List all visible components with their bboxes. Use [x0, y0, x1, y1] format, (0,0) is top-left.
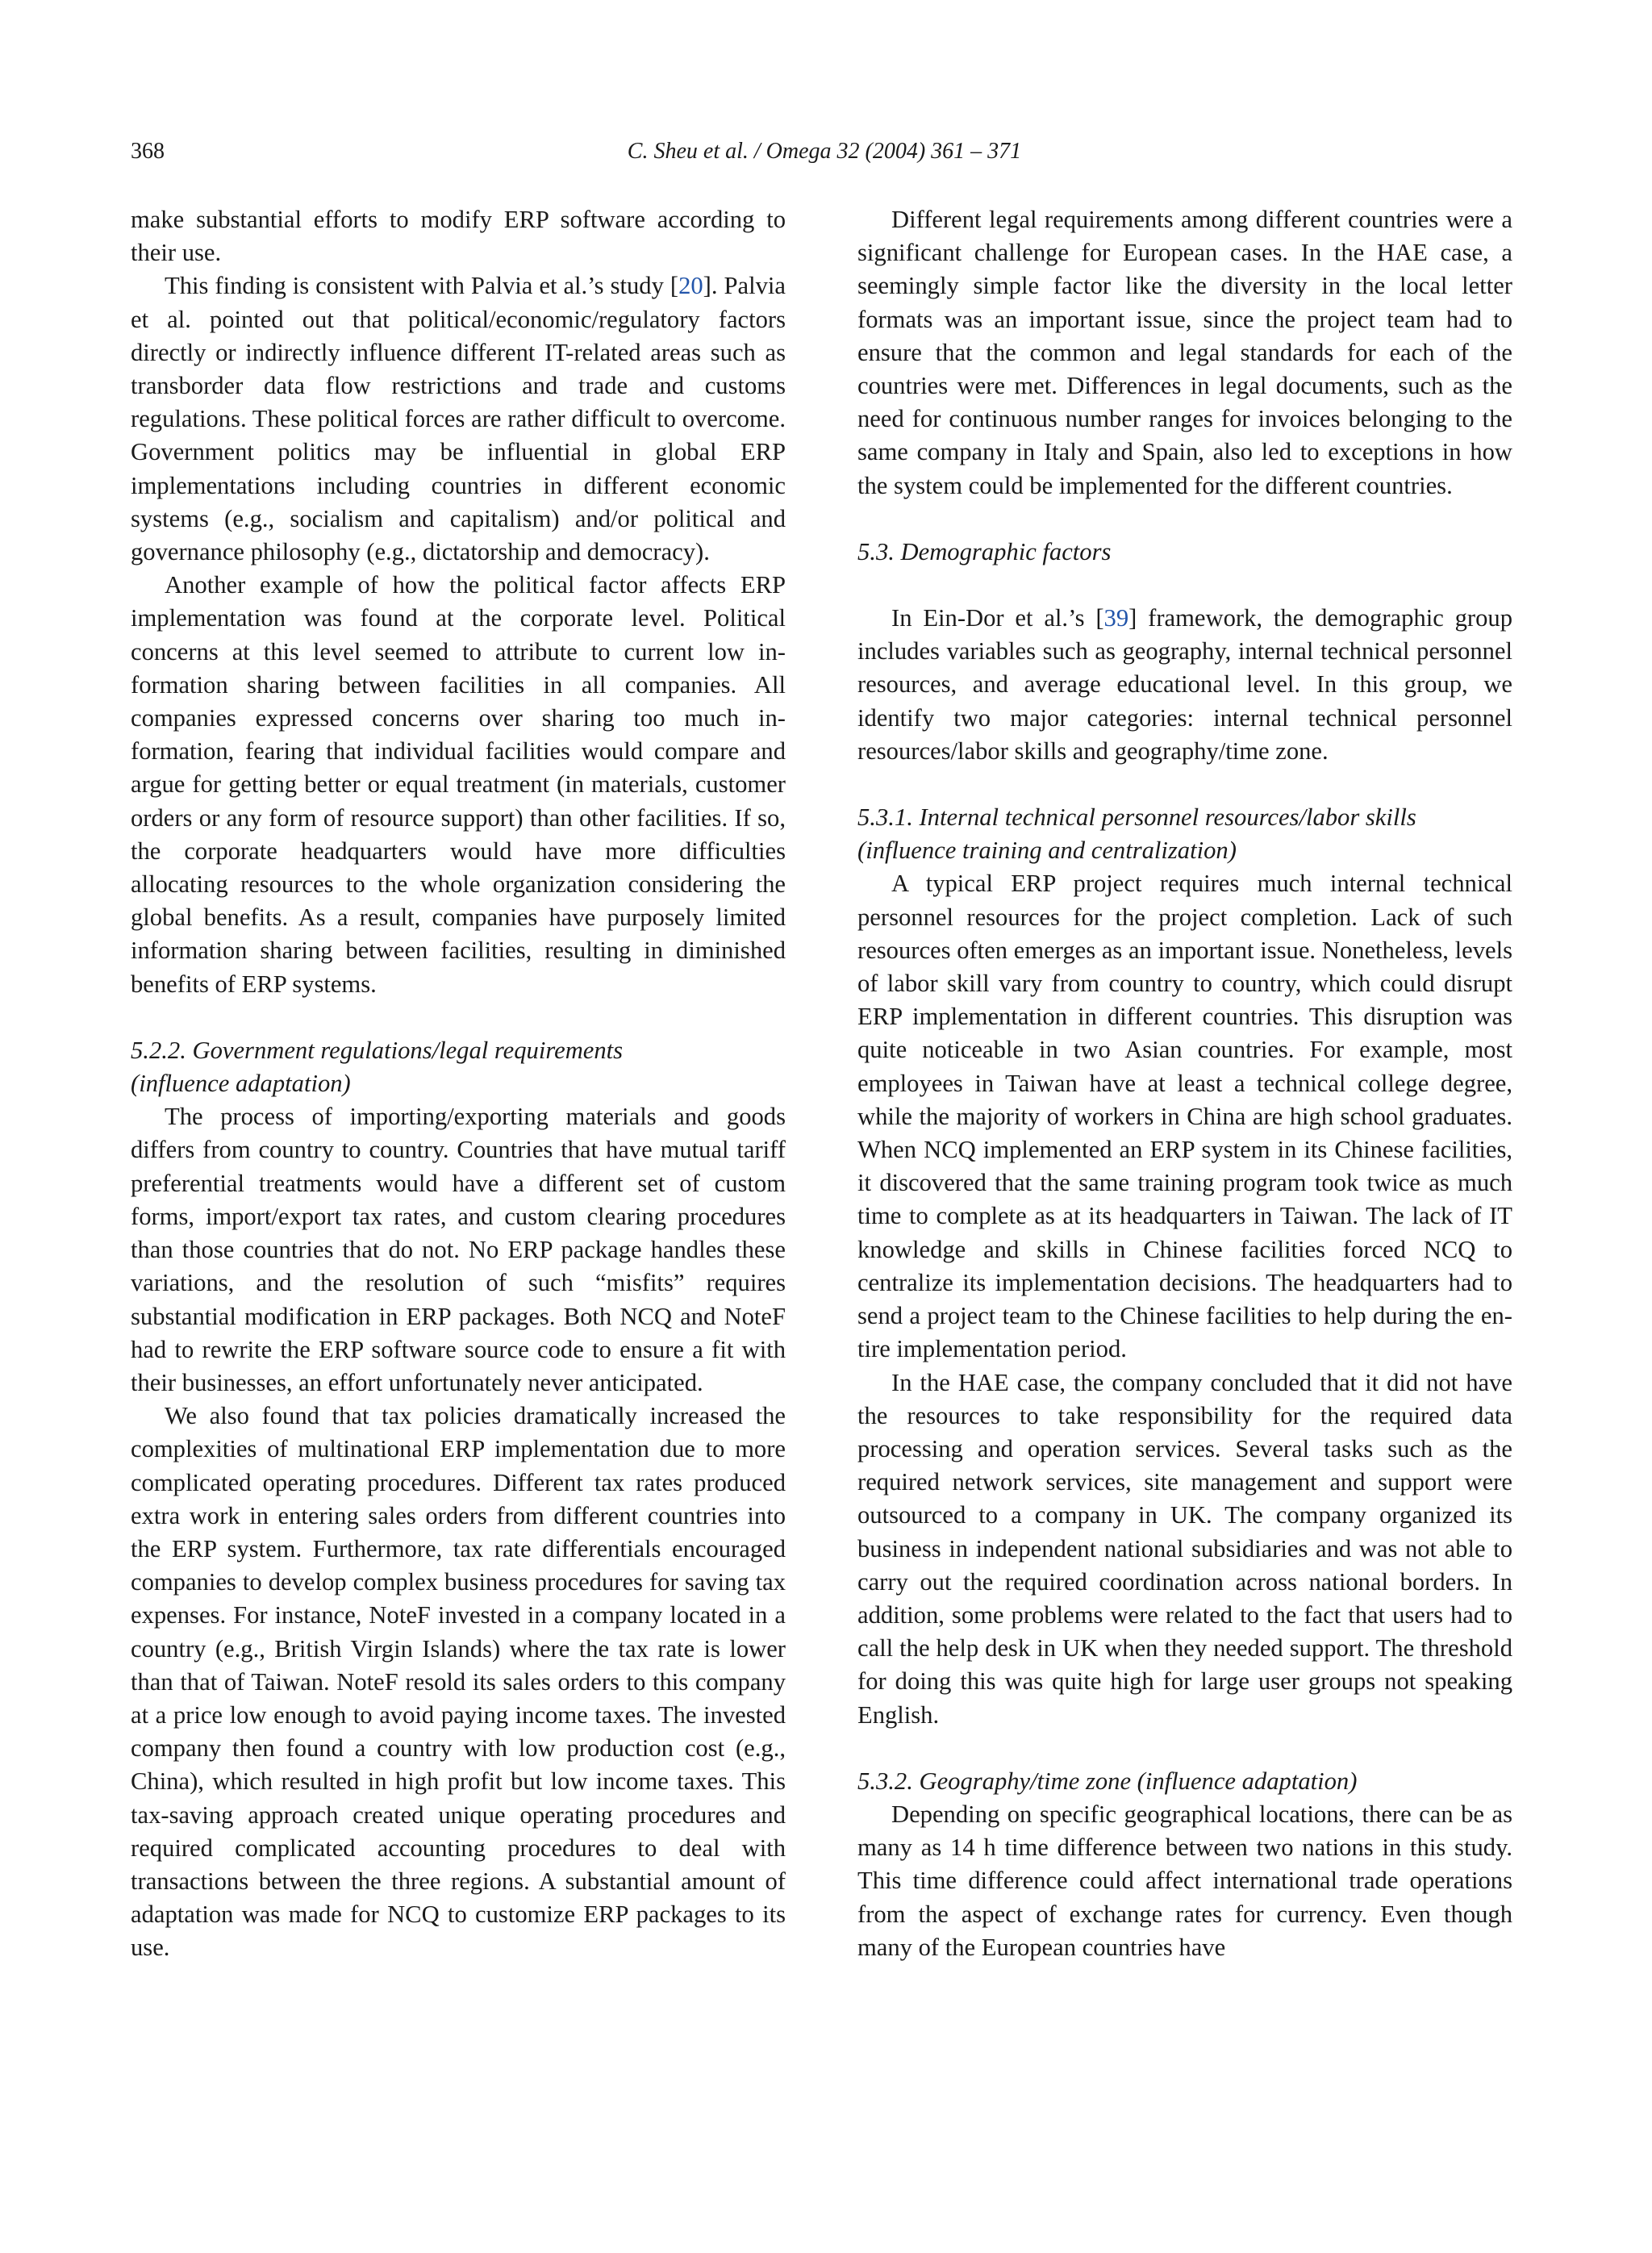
- paragraph-text: ] framework, the demographic group includes variables such as geography, internal technical personnel resources, and average educational level. In this group, we identify two major categories: internal technical personnel resources/labor skills and geography/time zone.: [857, 604, 1513, 765]
- paragraph: [857, 602, 1512, 768]
- paragraph-text: In Ein-Dor et al.’s [: [891, 604, 1104, 632]
- section-heading-5-3-1: [857, 801, 1512, 867]
- paragraph: In the HAE case, the company concluded that it did not have the resources to take responsibility for the required data processing and operation services. Several tasks such as the required network services, site management and support were outsourced to a company in UK. The company organized its business in independent national subsidiaries and was not able to carry out the required coordination across national borders. In addition, some problems were related to the fact that users had to call the help desk in UK when they needed support. The threshold for doing this was quite high for large user groups not speaking English.: [857, 1368, 1512, 1729]
- paragraph: make substantial efforts to modify ERP software according to their use.: [131, 206, 786, 267]
- paragraph: We also found that tax policies dramatically increased the complexities of multinational ERP implementation due to more complicated operating procedures. Different tax rates produced extra work in entering sales orders from different countries into the ERP system. Furthermore, tax rate differentials encouraged companies to develop complex business procedures for saving tax expenses. For instance, NoteF invested in a company located in a country (e.g., British Virgin Islands) where the tax rate is lower than that of Taiwan. NoteF resold its sales orders to this company at a price low enough to avoid paying income taxes. The invested company then found a country with low production cost (e.g., China), which resulted in high profit but low income taxes. This tax-saving approach created unique operating procedures and required complicated accounting procedures to deal with transactions between the three regions. A substantial amount of adaptation was made for NCQ to customize ERP packages to its use.: [131, 1402, 786, 1962]
- section-heading-5-3-2: 5.3.2. Geography/time zone (influence adaptation): [857, 1767, 1358, 1795]
- paragraph: Different legal requirements among different countries were a significant challenge for European cases. In the HAE case, a seemingly simple factor like the diversity in the local letter formats was an important issue, since the project team had to ensure that the common and legal standards for each of the countries were met. Differences in legal documents, such as the need for continuous number ranges for invoices belonging to the same company in Italy and Spain, also led to exceptions in how the system could be implemented for the different countries.: [857, 206, 1512, 499]
- section-heading-5-3: 5.3. Demographic factors: [857, 537, 1112, 565]
- right-column: [857, 203, 1512, 1964]
- section-heading-5-2-2: [131, 1034, 786, 1100]
- journal-reference: C. Sheu et al. / Omega 32 (2004) 361 – 371: [627, 139, 1022, 164]
- heading-line: (influence adaptation): [131, 1070, 351, 1098]
- citation-link[interactable]: 20: [678, 272, 703, 300]
- paragraph: [131, 269, 786, 569]
- paragraph: The process of importing/exporting materials and goods differs from country to country. Countries that have mutual tariff preferential treatments would have a different set of custom forms, import/export tax rates, and custom clearing procedures than those countries that do not. No ERP package handles these variations, and the resolution of such “misfits” requires substantial modification in ERP packages. Both NCQ and NoteF had to rewrite the ERP software source code to ensure a fit with their businesses, an effort unfortunately never anticipated.: [131, 1103, 786, 1396]
- paragraph: Another example of how the political factor affects ERP implementation was found at the corporate level. Political concerns at this level seemed to attribute to current low information sharing between facilities in all companies. All companies expressed concerns over sharing too much information, fearing that individual facilities would compare and argue for getting better or equal treatment (in materials, customer orders or any form of resource support) than other facilities. If so, the corporate headquarters would have more difficulties allocating resources to the whole organization considering the global benefits. As a result, companies have purposely limited information sharing between facilities, resulting in diminished benefits of ERP systems.: [131, 571, 786, 998]
- citation-link[interactable]: 39: [1103, 604, 1129, 632]
- left-column: [131, 203, 786, 1965]
- paragraph: Depending on specific geographical locations, there can be as many as 14 h time difference between two nations in this study. This time difference could affect international trade operations from the aspect of exchange rates for currency. Even though many of the European countries have: [857, 1800, 1512, 1961]
- paragraph: A typical ERP project requires much internal technical personnel resources for the project completion. Lack of such resources often emerges as an important issue. Nonetheless, levels of labor skill vary from country to country, which could disrupt ERP implementation in different countries. This disruption was quite noticeable in two Asian countries. For example, most employees in Taiwan have at least a technical college degree, while the majority of workers in China are high school graduates. When NCQ implemented an ERP system in its Chinese facilities, it discovered that the same training program took twice as much time to complete as at its headquarters in Taiwan. The lack of IT knowledge and skills in Chinese facilities forced NCQ to centralize its implementation decisions. The headquarters had to send a project team to the Chinese facilities to help during the entire implementation period.: [857, 870, 1512, 1363]
- page-number: 368: [131, 139, 165, 164]
- heading-line: 5.3.1. Internal technical personnel resources/labor skills: [857, 803, 1416, 832]
- paragraph-text: ]. Palvia et al. pointed out that political/economic/regulatory factors directly or indirectly influence different IT-related areas such as transborder data flow restrictions and trade and customs regulations. These political forces are rather difficult to overcome. Government politics may be influential in global ERP implementations including countries in different economic systems (e.g., socialism and capitalism) and/or political and governance philosophy (e.g., dictatorship and democracy).: [131, 272, 786, 566]
- paragraph-text: This finding is consistent with Palvia et al.’s study [: [165, 272, 679, 300]
- running-header: [131, 139, 1518, 168]
- heading-line: 5.2.2. Government regulations/legal requirements: [131, 1036, 624, 1064]
- heading-line: (influence training and centralization): [857, 837, 1237, 865]
